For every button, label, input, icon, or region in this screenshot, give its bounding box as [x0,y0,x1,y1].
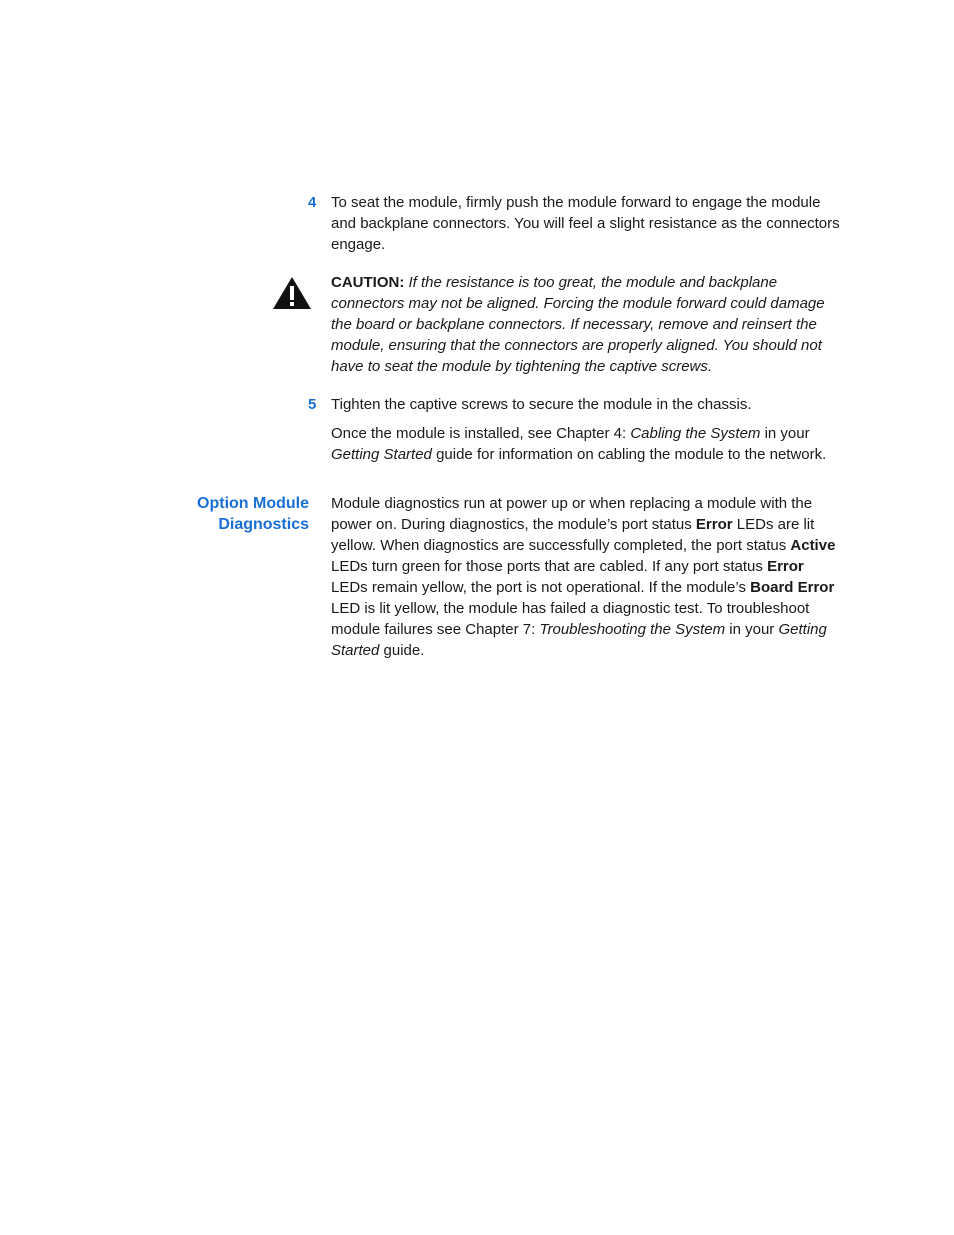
board-error-led-term: Board Error [750,579,835,596]
section-text-3: LEDs turn green for those ports that are cabled. If any port status [331,558,768,575]
step-4-text: To seat the module, firmly push the module forward to engage the module and backplane connectors. You will feel a slight resistance as the connectors engage. [331,194,840,253]
troubleshooting-chapter-reference: Troubleshooting the System [539,621,726,638]
warning-triangle-icon [272,276,312,310]
section-text-1: Module diagnostics run at power up or when replacing a module with the power on. During diagnostics, the module’s port status [331,495,813,533]
getting-started-guide-reference: Getting Started [331,621,827,659]
caution-text: If the resistance is too great, the module and backplane connectors may not be aligned. Forcing the module forward could damage the board or backplane connectors. If necessary, remove and reinsert the module, ensuring that the connectors are properly aligned. You should not have to seat the module by tightening the captive screws. [331,274,825,375]
section-text-4: LEDs remain yellow, the port is not operational. If the module’s [331,579,751,596]
error-led-term: Error [695,516,733,533]
caution-label: CAUTION: [331,274,405,291]
step-number-4: 4 [308,194,317,211]
installed-note [331,423,851,465]
section-text-2: LEDs are lit yellow. When diagnostics are successfully completed, the port status [331,516,815,554]
active-led-term: Active [790,537,836,554]
guide-reference: Getting Started [331,446,432,463]
section-heading [160,493,309,535]
step-5-text: Tighten the captive screws to secure the module in the chassis. [331,396,752,413]
caution-note [331,272,836,377]
section-text-5: LED is lit yellow, the module has failed a diagnostic test. To troubleshoot module failures see Chapter 7: [331,600,810,638]
section-heading-line2: Diagnostics [218,516,309,533]
section-heading-line1: Option Module [197,495,309,512]
chapter-reference: Cabling the System [630,425,761,442]
section-text-6: in your [725,621,779,638]
section-text-7: guide. [379,642,425,659]
section-paragraph [331,493,843,661]
installed-note-part1: Once the module is installed, see Chapter 4: [331,425,631,442]
step-number-5: 5 [308,396,317,413]
installed-note-part2: in your [760,425,810,442]
error-led-term-2: Error [767,558,804,575]
installed-note-part3: guide for information on cabling the module to the network. [431,446,827,463]
